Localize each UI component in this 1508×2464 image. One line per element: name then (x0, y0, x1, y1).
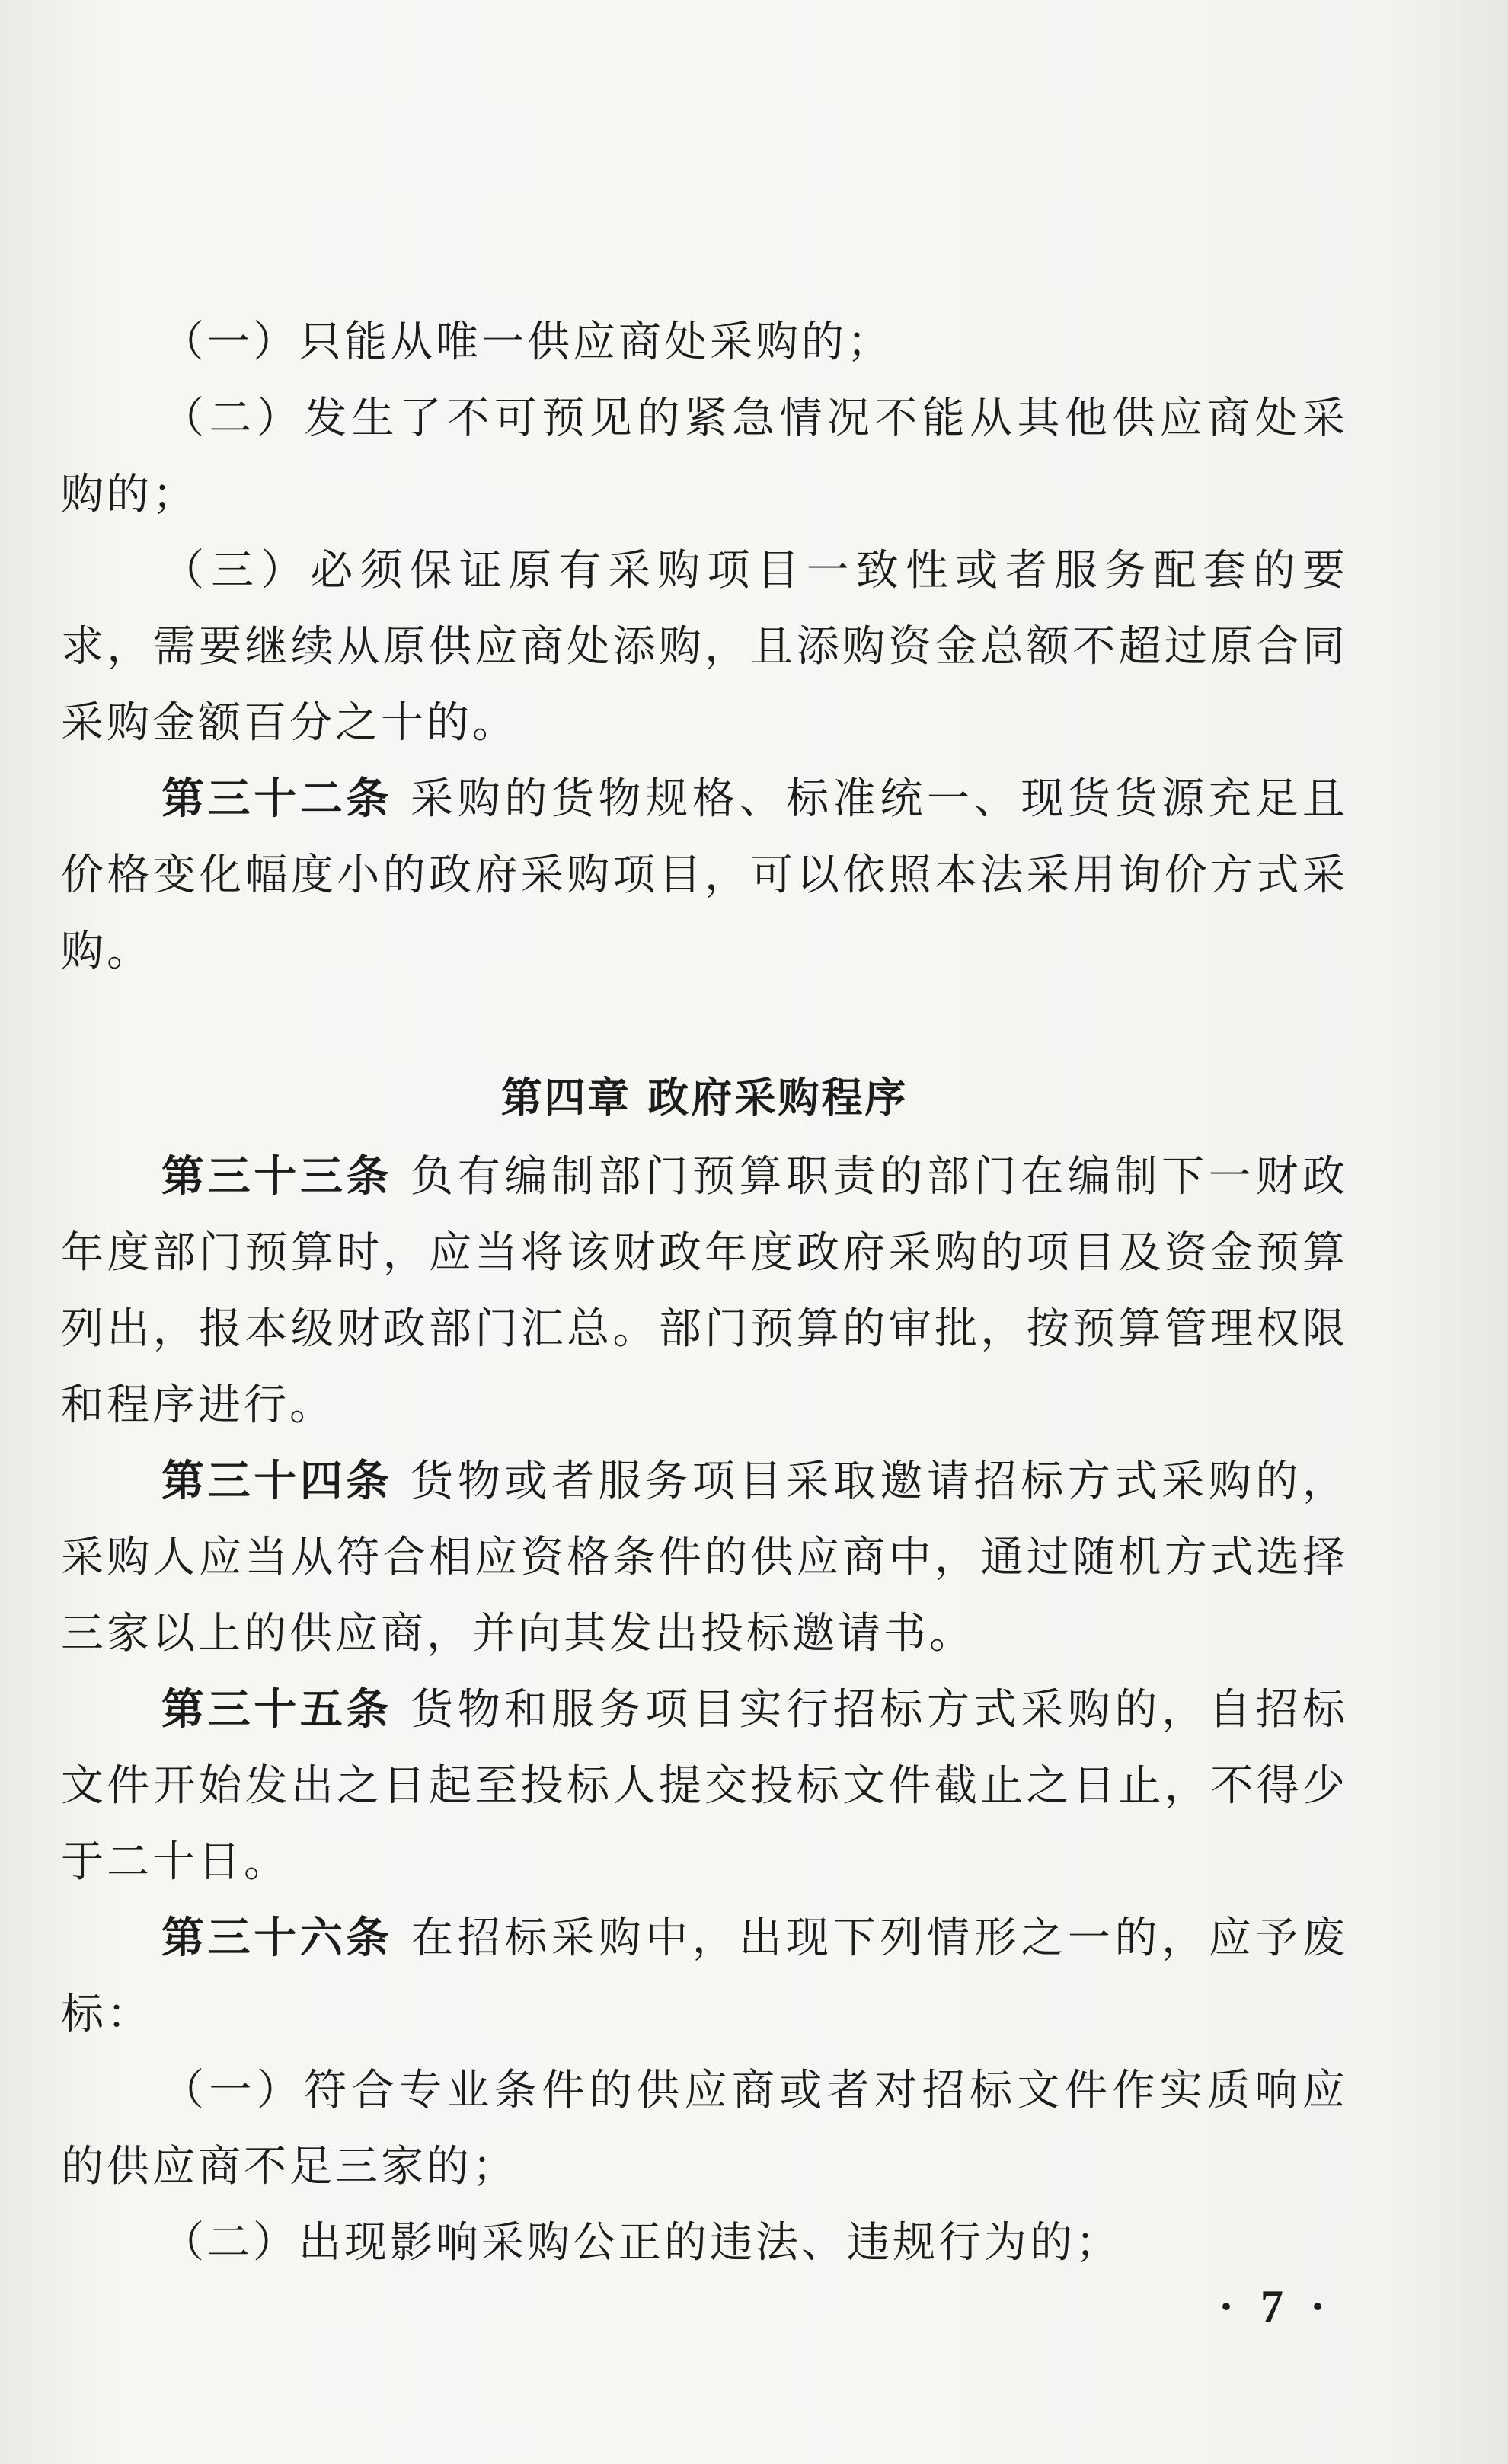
article-36-text: 在招标采购中，出现下列情形之一的，应予废标： (61, 1913, 1348, 2039)
article-34-label: 第三十四条 (161, 1457, 393, 1506)
article-36 (61, 1901, 1348, 2053)
clause-paragraph-4: （一）符合专业条件的供应商或者对招标文件作实质响应的供应商不足三家的； (61, 2066, 1348, 2191)
article-36-label: 第三十六条 (161, 1913, 393, 1963)
article-33-label: 第三十三条 (161, 1152, 393, 1202)
article-35-text: 货物和服务项目实行招标方式采购的，自招标文件开始发出之日起至投标人提交投标文件截止之日止，不得少于二十日。 (61, 1685, 1348, 1887)
article-34 (61, 1444, 1348, 1672)
clause-paragraph-5: （二）出现影响采购公正的违法、违规行为的； (161, 2218, 1121, 2268)
article-32-label: 第三十二条 (161, 774, 393, 824)
chapter-title: 第四章 政府采购程序 (500, 1074, 909, 1122)
page-number: · 7 · (1219, 2281, 1334, 2332)
article-33 (61, 1139, 1348, 1444)
article-34-text: 货物或者服务项目采取邀请招标方式采购的，采购人应当从符合相应资格条件的供应商中，通过随机方式选择三家以上的供应商，并向其发出投标邀请书。 (61, 1457, 1348, 1658)
article-33-text: 负有编制部门预算职责的部门在编制下一财政年度部门预算时，应当将该财政年度政府采购的项目及资金预算列出，报本级财政部门汇总。部门预算的审批，按预算管理权限和程序进行。 (61, 1152, 1348, 1430)
article-35 (61, 1672, 1348, 1901)
article-35-label: 第三十五条 (161, 1685, 393, 1735)
clause-paragraph-2: （二）发生了不可预见的紧急情况不能从其他供应商处采购的； (61, 394, 1348, 519)
body-text (61, 305, 1348, 2281)
clause-paragraph-1: （一）只能从唯一供应商处采购的； (161, 318, 893, 367)
article-32 (61, 761, 1348, 990)
clause-paragraph-3: （三）必须保证原有采购项目一致性或者服务配套的要求，需要继续从原供应商处添购，且添购资金总额不超过原合同采购金额百分之十的。 (61, 546, 1348, 748)
article-32-text: 采购的货物规格、标准统一、现货货源充足且价格变化幅度小的政府采购项目，可以依照本法采用询价方式采购。 (61, 774, 1348, 976)
